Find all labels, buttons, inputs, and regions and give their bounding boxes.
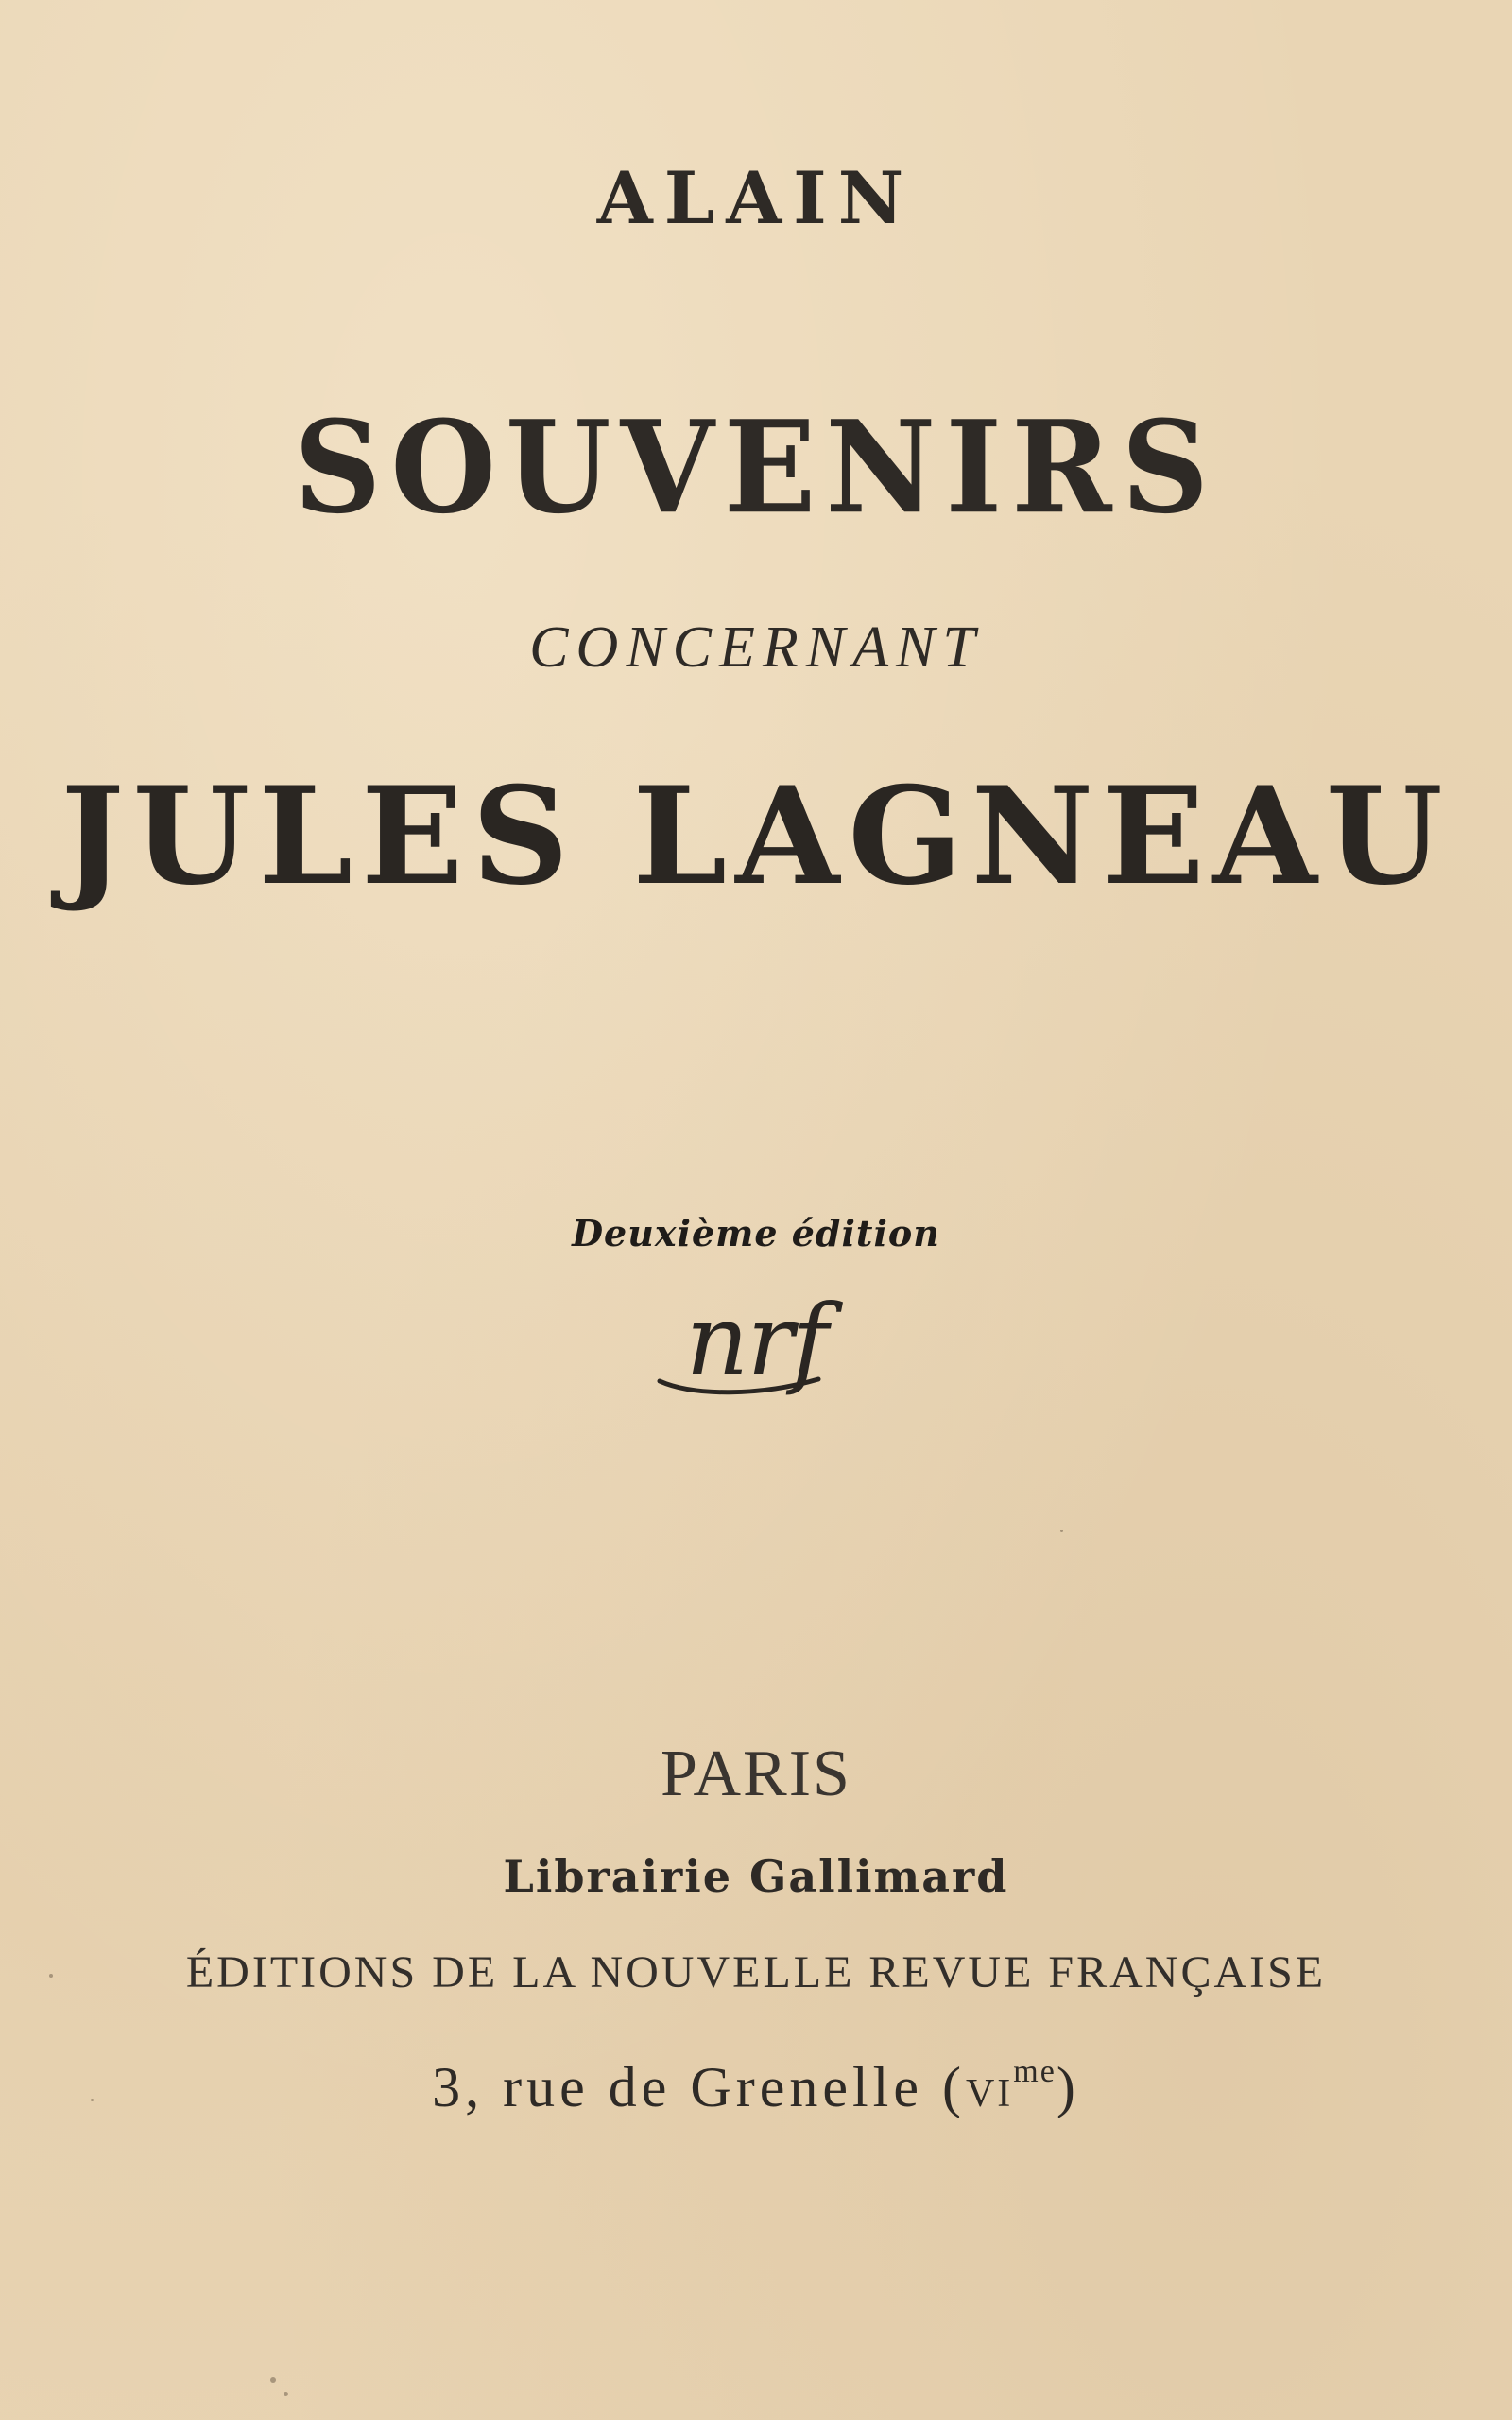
address-open-paren: ( xyxy=(941,2056,966,2118)
edition-note: Deuxième édition xyxy=(572,1212,940,1254)
author-name: ALAIN xyxy=(596,156,916,240)
nrf-logo: nrf xyxy=(685,1283,827,1398)
paper-speck xyxy=(270,2377,276,2383)
address-street: 3, rue de Grenelle xyxy=(432,2056,923,2118)
publisher-address xyxy=(0,2051,1512,2130)
book-title: SOUVENIRS xyxy=(293,393,1219,543)
nrf-logo-swash xyxy=(656,1375,822,1396)
publisher-imprint: ÉDITIONS DE LA NOUVELLE REVUE FRANÇAISE xyxy=(185,1947,1327,1997)
address-arrondissement: VI xyxy=(965,2072,1014,2116)
publication-city: PARIS xyxy=(661,1737,851,1810)
address-suffix: me xyxy=(1013,2054,1057,2089)
paper-speck xyxy=(49,1974,53,1978)
book-subject: JULES LAGNEAU xyxy=(60,758,1452,915)
paper-speck xyxy=(1060,1530,1063,1532)
publisher-name: Librairie Gallimard xyxy=(503,1851,1009,1902)
paper-speck xyxy=(284,2392,288,2396)
paper-speck xyxy=(91,2099,94,2101)
address-close-paren: ) xyxy=(1056,2056,1080,2118)
book-subtitle: CONCERNANT xyxy=(529,615,983,680)
